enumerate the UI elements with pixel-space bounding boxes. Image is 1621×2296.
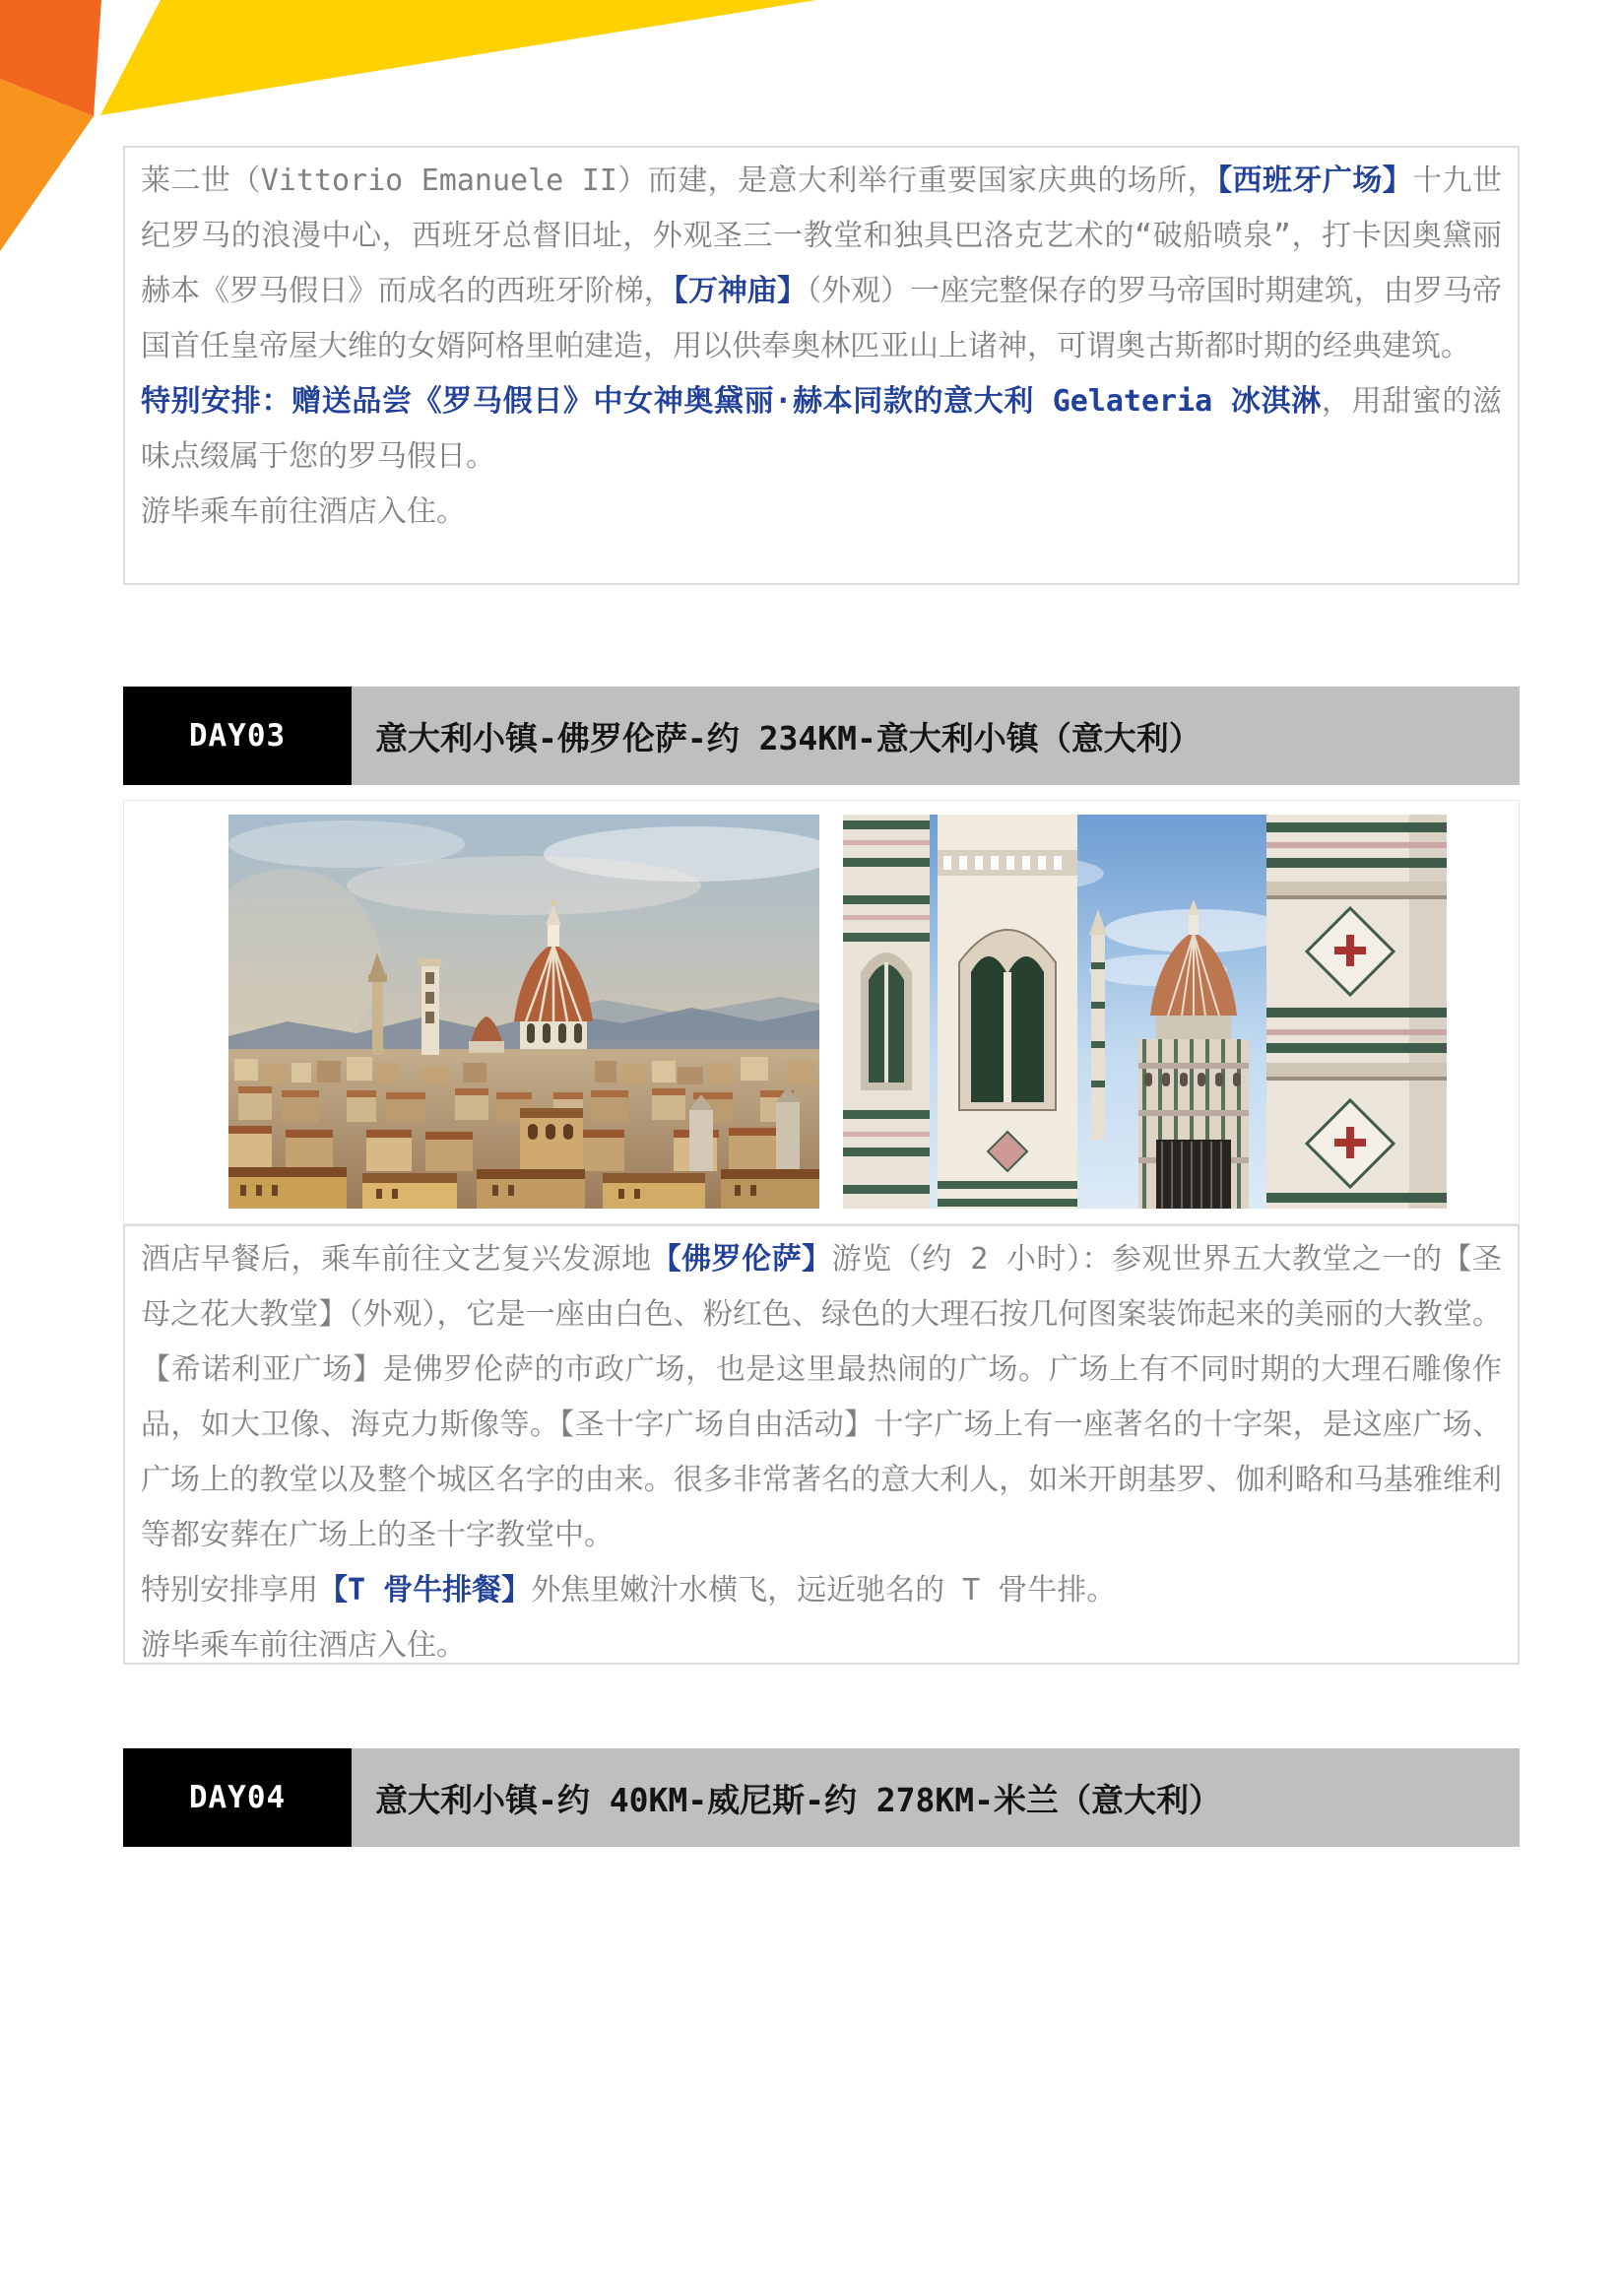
rome-text-1: 莱二世（Vittorio Emanuele II）而建，是意大利举行重要国家庆典的场所， (141, 164, 1218, 198)
florence-paragraph (141, 1232, 1502, 1563)
florence-hotel-checkin-note: 游毕乘车前往酒店入住。 (141, 1628, 466, 1663)
florence-text-2: 游览（约 2 小时）：参观世界五大教堂之一的【圣母之花大教堂】（外观），它是一座由白色、粉红色、绿色的大理石按几何图案装饰起来的美丽的大教堂。【希诺利亚广场】是佛罗伦萨的市政广场，也是这里最热闹的广场。广场上有不同时期的大理石雕像作品，如大卫像、海克力斯像等。【圣十字广场自由活动】十字广场上有一座著名的十字架，是这座广场、广场上的教堂以及整个城区名字的由来。很多非常著名的意大利人，如米开朗基罗、伽利略和马基雅维利等都安葬在广场上的圣十字教堂中。 (141, 1242, 1503, 1552)
rome-hotel-checkin-note: 游毕乘车前往酒店入住。 (141, 494, 466, 529)
florence-highlight: 【佛罗伦萨】 (651, 1242, 832, 1277)
rome-paragraph (141, 154, 1502, 374)
tbone-highlight: 【T 骨牛排餐】 (318, 1573, 532, 1607)
spanish-square-highlight: 【西班牙广场】 (1217, 164, 1413, 198)
day03-header-bar (123, 687, 1520, 785)
day03-title: 意大利小镇-佛罗伦萨-约 234KM-意大利小镇（意大利） (352, 687, 1520, 785)
gelato-highlight: 特别安排：赠送品尝《罗马假日》中女神奥黛丽·赫本同款的意大利 Gelateria 冰淇淋 (141, 384, 1322, 419)
photo-florence-skyline (228, 815, 819, 1209)
rome-description-block (123, 146, 1520, 585)
rome-text-3: （外观）一座完整保存的罗马帝国时期建筑，由罗马帝国首任皇帝屋大维的女婿阿格里帕建造，用以供奉奥林匹亚山上诸神，可谓奥古斯都时期的经典建筑。 (141, 274, 1503, 363)
gelato-tail: ，用甜蜜的滋味点缀属于您的罗马假日。 (141, 384, 1503, 474)
florence-description-block (123, 1224, 1520, 1665)
day04-header-bar (123, 1748, 1520, 1847)
photo-duomo-facade (843, 815, 1447, 1209)
rome-text-2: 十九世纪罗马的浪漫中心，西班牙总督旧址，外观圣三一教堂和独具巴洛克艺术的“破船喷泉”，打卡因奥黛丽赫本《罗马假日》而成名的西班牙阶梯， (141, 164, 1503, 308)
pantheon-highlight: 【万神庙】 (673, 274, 808, 308)
day04-title: 意大利小镇-约 40KM-威尼斯-约 278KM-米兰（意大利） (352, 1748, 1520, 1847)
gelato-special-note (141, 374, 1502, 485)
yellow-wedge (100, 0, 816, 115)
tbone-note-head: 特别安排享用 (141, 1573, 318, 1607)
day03-badge: DAY03 (123, 687, 352, 785)
tbone-note-tail: 外焦里嫩汁水横飞，远近驰名的 T 骨牛排。 (531, 1573, 1117, 1607)
tbone-special-note (141, 1563, 1502, 1618)
florence-text-1: 酒店早餐后，乘车前往文艺复兴发源地 (141, 1242, 652, 1277)
day04-badge: DAY04 (123, 1748, 352, 1847)
